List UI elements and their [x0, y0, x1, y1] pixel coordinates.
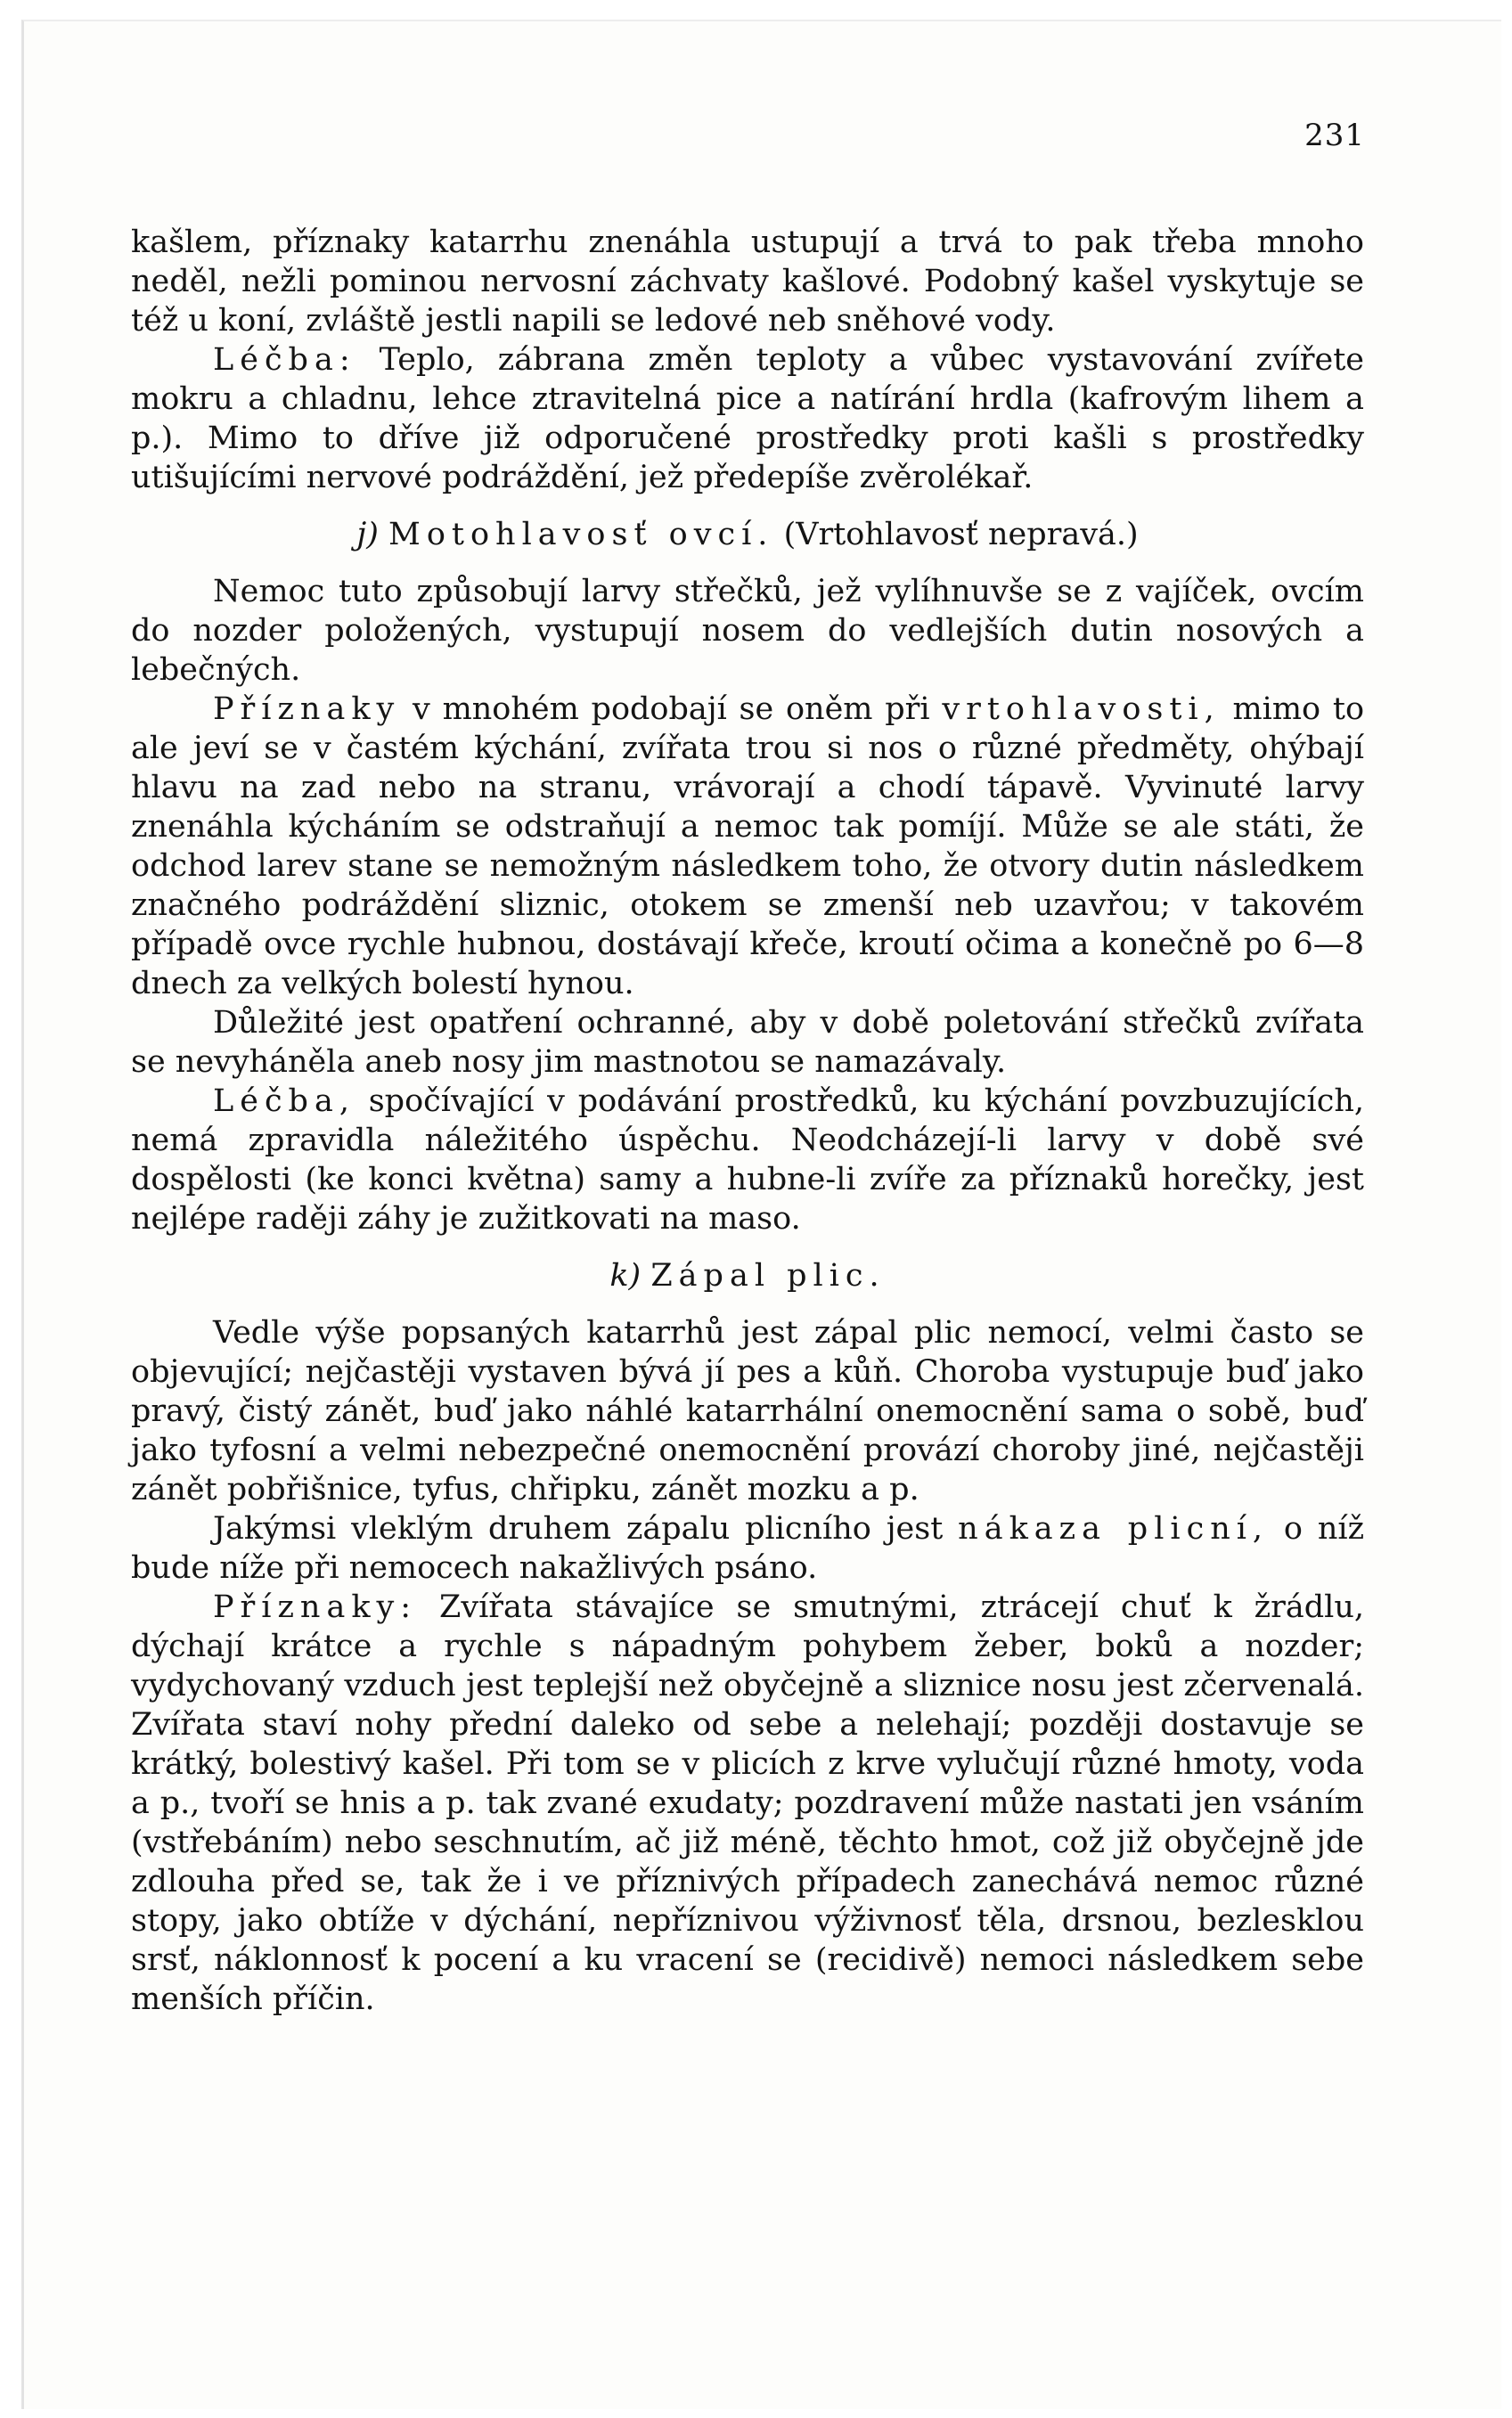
paragraph-text: spočívající v podávání prostředků, ku kýchání povzbuzujících, nemá zpravidla náležitého úspěchu. Neodcházejí-li larvy v době své dospělosti (ke konci května) samy a hubne-li zvíře za příznaků horečky, jest nejlépe raději záhy je zužitkovati na maso.	[131, 1083, 1364, 1237]
paragraph-text: Teplo, zábrana změn teploty a vůbec vystavování zvířete mokru a chladnu, lehce ztravitelná pice a natírání hrdla (kafrovým lihem a p.). Mimo to dříve již odporučené prostředky proti kašli s prostředky utišujícími nervové podráždění, jež předepíše zvěrolékař.	[131, 342, 1364, 495]
section-letter: j)	[356, 517, 379, 552]
section-title: Motohlavosť ovcí.	[388, 517, 774, 552]
paragraph-cough-continuation	[131, 223, 1364, 340]
paragraph-prevention	[131, 1003, 1364, 1082]
paragraph-symptoms-pneumonia	[131, 1588, 1364, 2019]
paragraph-text: Vedle výše popsaných katarrhů jest zápal plic nemocí, velmi často se objevující; nejčastěji vystaven bývá jí pes a kůň. Choroba vystupuje buď jako pravý, čistý zánět, buď jako náhlé katarrhální onemocnění sama o sobě, buď jako tyfosní a velmi nebezpečné onemocnění provází choroby jiné, nejčastěji zánět pobřišnice, tyfus, chřipku, zánět mozku a p.	[131, 1315, 1364, 1507]
paragraph-text: Zvířata stávajíce se smutnými, ztrácejí chuť k žrádlu, dýchají krátce a rychle s nápadným pohybem žeber, boků a nozder; vydychovaný vzduch jest teplejší než obyčejně a sliznice nosu jest zčervenalá. Zvířata staví nohy přední daleko od sebe a nelehají; později dostavuje se krátký, bolestivý kašel. Při tom se v plicích z krve vylučují různé hmoty, voda a p., tvoří se hnis a p. tak zvané exudaty; pozdravení může nastati jen vsáním (vstřebáním) nebo seschnutím, ač již méně, těchto hmot, což již obyčejně jde zdlouha před se, tak že i ve příznivých případech zanechává nemoc různé stopy, jako obtíže v dýchání, nepříznivou výživnosť těla, drsnou, bezlesklou srsť, náklonnosť k pocení a ku vracení se (recidivě) nemoci následkem sebe menších příčin.	[131, 1589, 1364, 2017]
section-title: Zápal plic.	[650, 1258, 886, 1294]
paragraph-pneumonia-intro	[131, 1313, 1364, 1509]
paragraph-text: Jakýmsi vleklým druhem zápalu plicního jest	[213, 1511, 959, 1547]
paragraph-symptoms-sheep	[131, 690, 1364, 1003]
paragraph-cause	[131, 572, 1364, 690]
paragraph-treatment-cough	[131, 340, 1364, 497]
section-heading-k	[131, 1256, 1364, 1295]
paragraph-text: Nemoc tuto způsobují larvy střečků, jež vylíhnuvše se z vajíček, ovcím do nozder položených, vystupují nosem do vedlejších dutin nosových a lebečných.	[131, 574, 1364, 688]
cross-reference: nákaza plicní,	[958, 1511, 1270, 1547]
symptoms-label: Příznaky:	[213, 1589, 418, 1625]
section-subtitle: (Vrtohlavosť nepravá.)	[783, 517, 1139, 552]
page-number: 231	[1304, 118, 1365, 153]
section-heading-j	[131, 515, 1364, 554]
paragraph-text: v mnohém podobají se oněm při	[400, 691, 943, 727]
paragraph-text: o níž bude níže při nemocech nakažlivých psáno.	[131, 1511, 1365, 1586]
treatment-label: Léčba,	[213, 1083, 356, 1119]
book-page	[21, 20, 1501, 2409]
cross-reference: vrtohlavosti,	[942, 691, 1221, 727]
section-letter: k)	[609, 1258, 642, 1294]
symptoms-label: Příznaky	[213, 691, 401, 727]
paragraph-lung-plague	[131, 1509, 1364, 1588]
paragraph-text: Důležité jest opatření ochranné, aby v době poletování střečků zvířata se nevyháněla aneb nosy jim mastnotou se namazávaly.	[131, 1005, 1364, 1080]
treatment-label: Léčba:	[213, 342, 356, 378]
paragraph-text: kašlem, příznaky katarrhu znenáhla ustupují a trvá to pak třeba mnoho neděl, nežli pominou nervosní záchvaty kašlové. Podobný kašel vyskytuje se též u koní, zvláště jestli napili se ledové neb sněhové vody.	[131, 225, 1364, 339]
paragraph-text: mimo to ale jeví se v častém kýchání, zvířata trou si nos o různé předměty, ohýbají hlavu na zad nebo na stranu, vrávorají a chodí tápavě. Vyvinuté larvy znenáhla kýcháním se odstraňují a nemoc tak pomíjí. Může se ale státi, že odchod larev stane se nemožným následkem toho, že otvory dutin následkem značného podráždění sliznic, otokem se zmenší neb uzavřou; v takovém případě ovce rychle hubnou, dostávají křeče, kroutí očima a konečně po 6—8 dnech za velkých bolestí hynou.	[131, 691, 1365, 1001]
paragraph-treatment-sheep	[131, 1082, 1364, 1238]
body-text	[131, 223, 1364, 2019]
